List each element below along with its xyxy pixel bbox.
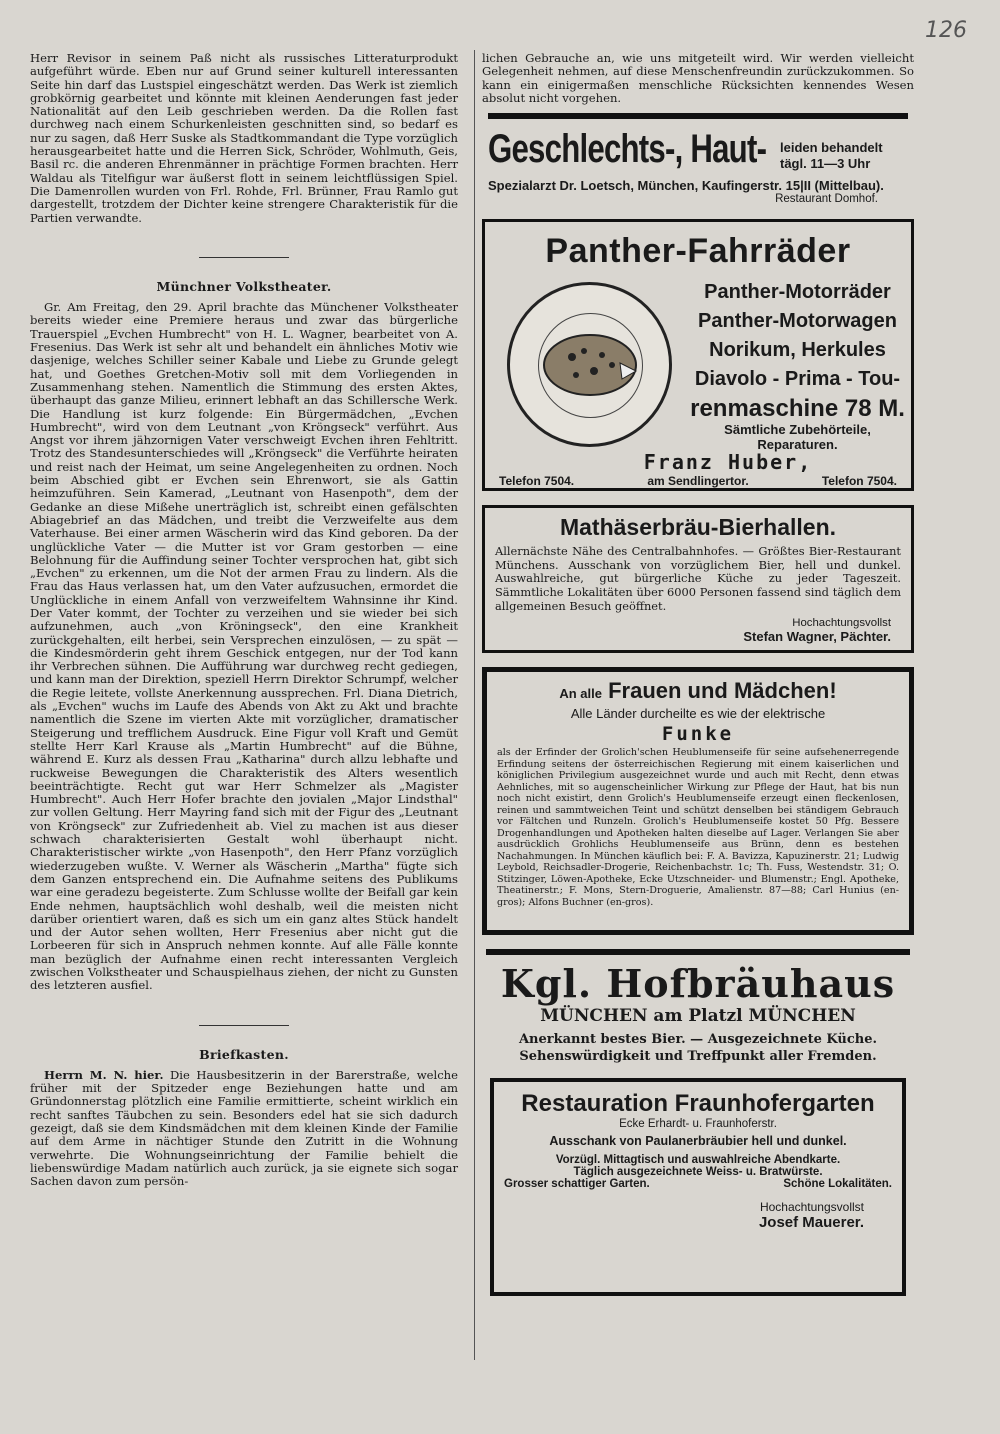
- ad-loetsch-restaurant: Restaurant Domhof.: [775, 193, 878, 206]
- ad-hofbraeuhaus-line: Anerkannt bestes Bier. — Ausgezeichnete Küche.: [518, 1032, 878, 1048]
- ad-loetsch-doctor: Spezialarzt Dr. Loetsch, München, Kaufingerstr. 15|II (Mittelbau).: [488, 178, 884, 194]
- briefkasten-addressee: Herrn M. N. hier.: [44, 1067, 164, 1082]
- left-column: [30, 52, 458, 1189]
- ad-heublumenseife: [482, 667, 914, 935]
- page-number: 126: [925, 18, 967, 43]
- right-column: [482, 52, 914, 1310]
- ad-seife-prefix: An alle: [559, 686, 602, 702]
- ad-fraunhofer-rooms: Schöne Lokalitäten.: [783, 1178, 892, 1191]
- ad-seife-word: Funke: [661, 723, 735, 746]
- ad-loetsch-side1: leiden behandelt: [780, 140, 883, 156]
- ad-fraunhofergarten: [490, 1078, 906, 1296]
- ad-seife-sub: Alle Länder durcheilte es wie der elektrische: [570, 706, 826, 722]
- section-divider: [199, 1025, 289, 1026]
- bicycle-wheel-icon: [507, 282, 672, 447]
- ad-fraunhofer-ausschank: Ausschank von Paulanerbräubier hell und dunkel.: [549, 1134, 847, 1149]
- ad-hofbraeuhaus-title: Kgl. Hofbräuhaus: [500, 961, 896, 1007]
- ad-loetsch-side2: tägl. 11—3 Uhr: [780, 156, 871, 172]
- briefkasten-paragraph: [30, 1069, 458, 1189]
- ad-panther-title: Panther-Fahrräder: [545, 232, 851, 271]
- panther-head-icon: [510, 285, 669, 444]
- ad-fraunhofer-line: Vorzügl. Mittagtisch und auswahlreiche Abendkarte.: [555, 1154, 841, 1167]
- ad-fraunhofer-sign: Hochachtungsvollst: [759, 1200, 864, 1215]
- ad-hofbraeuhaus-city: MÜNCHEN am Platzl MÜNCHEN: [540, 1006, 856, 1027]
- ad-hofbraeuhaus-line: Sehenswürdigkeit und Treffpunkt aller Fremden.: [519, 1049, 877, 1065]
- ad-mathaeser-name: Stefan Wagner, Pächter.: [743, 629, 891, 645]
- ad-fraunhofer-garden: Grosser schattiger Garten.: [504, 1178, 650, 1191]
- ad-panther-item: Diavolo - Prima - Tou-: [694, 368, 901, 391]
- ad-panther-item: Panther-Motorwagen: [698, 310, 897, 333]
- ad-loetsch: [482, 113, 914, 205]
- volkstheater-review: Gr. Am Freitag, den 29. April brachte das Münchener Volkstheater bereits wieder eine Premiere heraus und zwar das bürgerliche Trauerspiel „Evchen Humbrecht" von H. L. Wagner, bearbeitet von A. Fresenius. Das Werk ist sehr alt und behandelt ein ähnliches Motiv wie dasjenige, welches Schiller seiner Kabale und Liebe zu Grunde gelegt hat, und Goethes Gretchen-Motiv soll mit dem Vorliegenden in Zusammenhang stehen. Namentlich die Stimmung des ersten Aktes, überhaupt das ganze Milieu, erinnert lebhaft an das Schillersche Werk. Die Handlung ist kurz folgende: Ein Bürgermädchen, „Evchen Humbrecht", wird von dem Leutnant „von Kröngseck" verführt. Aus Angst vor ihrem jähzornigen Vater verschweigt Evchen ihren Fehltritt. Trotz des Standesunterschiedes will „Kröngseck" die Verführte heiraten und reist nach der Heimat, um seine Angelegenheiten zu ordnen. Noch beim Abschied gibt er Evchen sein Ehrenwort, sie als Gattin heimzuführen. Sein Kamerad, „Leutnant von Hasenpoth", dem der Gedanke an diese Mißehe unerträglich ist, schreibt einen gefälschten Abiagebrief an das Mädchen, und treibt die Verzweifelte aus dem Vaterhause. Bei einer armen Wäscherin wird das Kind geboren. Da der unglückliche Vater — die Mutter ist vor Gram gestorben — eine Belohnung für die Auffindung seiner Tochter versprochen hat, gibt sich „Evchen" zu erkennen, um die Not der armen Frau zu lindern. Als die Frau das Haus verlassen hat, um den Vater aufzusuchen, ermordet die Unglückliche in einem Anfall von verzweifeltem Wahnsinne ihr Kind. Der Vater kommt, der Tochter zu verzeihen und sie wieder bei sich aufzunehmen, auch „von Kröningseck", den eine Krankheit zurückgehalten, eilt herbei, sein Versprechen einzulösen, — zu spät — die Kindesmörderin geht ihrem Geschick entgegen, nur der Tod kann ihr Verbrechen sühnen. Die Aufführung war durchweg recht gediegen, und kann man der Direktion, speziell Herrn Direktor Schrumpf, welcher die Regie leitete, vollste Anerkennung aussprechen. Frl. Diana Dietrich, als „Evchen" wuchs im Laufe des Abends von Akt zu Akt und brachte namentlich die Szene im vierten Akte mit vorzüglicher, dramatischer Steigerung und trefflichem Ausdruck. Eine Figur voll Kraft und Gemüt stellte Herr Karl Krause als „Martin Humbrecht" auf die Bühne, während E. Kurz als dessen Frau „Katharina" durch allzu lebhafte und ruckweise Bewegungen die Charakteristik des Alters wesentlich beeinträchtigte. Recht gut war Herr Schmelzer als „Magister Humbrecht". Auch Herr Hofer brachte den jovialen „Major Lindsthal" zur vollen Geltung. Herr Mayring fand sich mit der Figur des „Leutnant von Kröngseck" zur Zufriedenheit ab. Viel zu machen ist aus dieser schwach charakterisierten Gestalt wohl überhaupt nicht. Charakteristischer wirkte „von Hasenpoth", den Herr Pfanz vorzüglich wiederzugeben wußte. V. Werner als Wäscherin „Martha" fügte sich dem Ganzen entsprechend ein. Die Aufnahme seitens des Publikums war eine geradezu begeisterte. Zum Schlusse wollte der Beifall gar kein Ende nehmen, hauptsächlich wohl deshalb, weil die meisten nicht darüber orientiert waren, daß es sich um ein ganz altes Stück handelt und der Autor sehen wollten, Herr Fresenius aber nicht gut die Lorbeeren für sich in Anspruch nehmen konnte. Auf alle Fälle konnte man bezüglich der Aufnahme einen recht interessanten Vergleich zwischen Volkstheater und Schauspielhaus ziehen, der nicht zu Gunsten des letzteren ausfiel.: [30, 300, 458, 993]
- ad-mathaeser-sign: Hochachtungsvollst: [792, 617, 891, 630]
- intro-paragraph: Herr Revisor in seinem Paß nicht als russisches Litteraturprodukt aufgeführt würde. Eben nur auf Grund seiner kulturell interessanten Seite hin darf das Lustspiel eingeschätzt werden. Das Werk ist ziemlich grobkörnig gearbeitet und könnte mit kleinen Aenderungen fast jeder Nationalität auf den Leib geschrieben werden. Da die Rollen fast durchweg nach einem Schurkenleisten geschnitten sind, so bedarf es nur zu sagen, daß Herr Suske als Stadtkommandant die Type vorzüglich herausgearbeitet hatte und die Herren Sick, Schröder, Wohlmuth, Geis, Basil rc. die anderen Ehrenmänner in prächtige Formen brachten. Herr Waldau als Titelfigur war äußerst flott in seinem leichtflüssigen Spiel. Die Damenrollen wurden von Frl. Rohde, Frl. Brünner, Frau Ramlo gut dargestellt, trotzdem der Dichter keine strengere Charakteristik für die Partien verwandte.: [30, 51, 458, 225]
- ad-fraunhofer-name: Josef Mauerer.: [758, 1214, 864, 1232]
- ad-panther-accessories: Sämtliche Zubehörteile, Reparaturen.: [724, 422, 871, 453]
- ad-panther-item: Norikum, Herkules: [709, 339, 886, 362]
- ad-panther-price: renmaschine 78 M.: [690, 395, 905, 423]
- ad-top-bar: [488, 113, 908, 119]
- ad-hofbraeuhaus: [482, 949, 914, 1064]
- continued-text: lichen Gebrauche an, wie uns mitgeteilt wird. Wir werden vielleicht Gelegenheit nehmen, auf diese Menschenfreundin zurückzukommen. So kann ein einigermaßen menschliche Rücksichten kennendes Wesen absolut nicht vorgehen.: [482, 51, 914, 105]
- ad-panther-location: am Sendlingertor.: [647, 474, 749, 489]
- ad-panther-phone: Telefon 7504.: [499, 474, 575, 489]
- ad-panther-phone: Telefon 7504.: [821, 474, 897, 489]
- section-divider: [199, 257, 289, 258]
- ad-mathaeser-body: Allernächste Nähe des Centralbahnhofes. — Größtes Bier-Restaurant Münchens. Ausschank von vorzüglichem Bier, hell und dunkel. Auswahlreiche, gut bürgerliche Küche zu jeder Tageszeit. Sämmtliche Lokalitäten über 6000 Personen fassend sind täglich dem allgemeinen Besuch geöffnet.: [495, 544, 901, 613]
- ad-top-bar: [486, 949, 910, 955]
- ad-fraunhofer-title: Restauration Fraunhofergarten: [521, 1090, 875, 1118]
- section-heading-briefkasten: Briefkasten.: [199, 1046, 289, 1062]
- ad-mathaeser-title: Mathäserbräu-Bierhallen.: [559, 514, 837, 541]
- ad-seife-title: Frauen und Mädchen!: [608, 678, 837, 704]
- ad-fraunhofer-line: Täglich ausgezeichnete Weiss- u. Bratwürste.: [573, 1166, 823, 1179]
- ad-fraunhofer-address: Ecke Erhardt- u. Fraunhoferstr.: [619, 1118, 777, 1131]
- briefkasten-text: Die Hausbesitzerin in der Barerstraße, welche früher mit der Spitzeder enge Beziehungen hatte und am Gründonnerstag plötzlich eine Familie ermittierte, scheint wirklich ein recht sanftes Täubchen zu sein. Besonders edel hat sie sich dadurch gezeigt, daß sie dem Kindsmädchen mit dem kleinen Kinde der Familie auf dem Arme in nächtiger Stunde den Zutritt in die Wohnung verwehrte. Die Wohnungseinrichtung der Familie behielt die liebenswürdige Madam natürlich auch zurück, ja sie eignete sich sogar Sachen davon zum persön-: [30, 1067, 459, 1189]
- section-heading-volkstheater: Münchner Volkstheater.: [156, 278, 332, 294]
- ad-panther-item: Panther-Motorräder: [704, 281, 891, 304]
- ad-panther: [482, 219, 914, 491]
- column-separator: [474, 50, 475, 1360]
- ad-loetsch-headline: Geschlechts-, Haut-: [488, 127, 767, 172]
- ad-mathaeser: [482, 505, 914, 653]
- ad-seife-body: als der Erfinder der Grolich'schen Heublumenseife für seine aufsehenerregende Erfindung seitens der österreichischen Regierung mit einem kaiserlichen und königlichen Privilegium ausgezeichnet wurde und auch mit Recht, denn etwas Aehnliches, mit so augenscheinlicher Wirkung zur Pflege der Haut, hat bis nun noch nicht existirt, denn Grolich's Heublumenseife erzeugt einen fleckenlosen, reinen und sammtweichen Teint und schützt denselben bei ständigem Gebrauch vor Fältchen und Runzeln. Grolich's Heublumenseife kostet 50 Pfg. Bessere Drogenhandlungen und Apotheken halten dieselbe auf Lager. Verlangen Sie aber ausdrücklich Grohlichs Heublumenseife aus Brünn, denn es bestehen Nachahmungen. In München käuflich bei: F. A. Bavizza, Kapuzinerstr. 21; Ludwig Leybold, Reichsadler-Drogerie, Reichenbachstr. 1c; Th. Fuss, Westendstr. 31; O. Stitzinger, Löwen-Apotheke, Ecke Utzschneider- und Blumenstr.; Engl. Apotheke, Theatinerstr.; F. Mons, Stern-Droguerie, Amalienstr. 87—88; Carl Hunius (en-gros); Alfons Buchner (en-gros).: [497, 747, 899, 908]
- ad-panther-merchant: Franz Huber,: [643, 450, 813, 475]
